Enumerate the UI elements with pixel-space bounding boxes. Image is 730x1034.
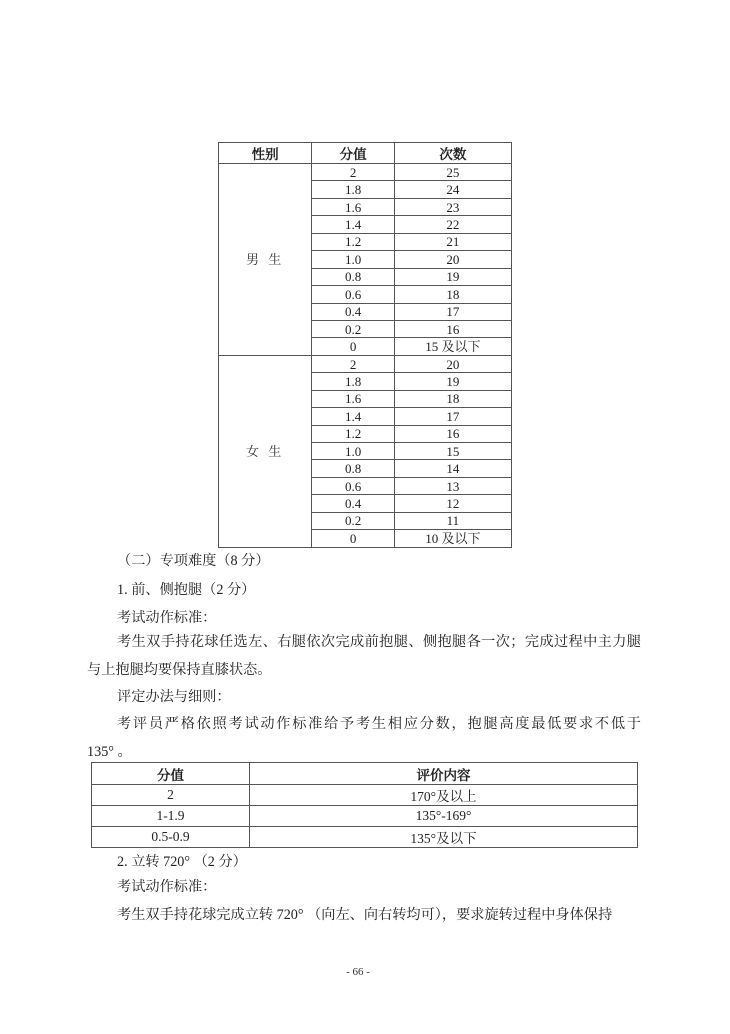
item1-rules-label: 评定办法与细则： (117, 689, 231, 705)
count-cell: 19 (394, 268, 511, 285)
table-row (219, 355, 512, 372)
item2-title: 2. 立转 720° （2 分） (117, 854, 247, 870)
score-cell: 1.0 (312, 443, 394, 460)
score-table-by-gender (218, 142, 512, 548)
score-cell: 1.4 (312, 216, 394, 233)
count-cell: 13 (394, 477, 511, 494)
item1-standard-text-line1: 考生双手持花球任选左、右腿依次完成前抱腿、侧抱腿各一次；完成过程中主力腿 (117, 634, 641, 650)
score-cell: 0.4 (312, 303, 394, 320)
table-row (219, 164, 512, 181)
score-cell: 0.6 (312, 477, 394, 494)
count-cell: 17 (394, 303, 511, 320)
item1-standard-label: 考试动作标准： (117, 610, 217, 626)
count-cell: 11 (394, 512, 511, 529)
header-score: 分值 (92, 763, 250, 785)
count-cell: 22 (394, 216, 511, 233)
score-cell: 2 (92, 785, 250, 806)
score-cell: 1.8 (312, 181, 394, 198)
score-cell: 0.6 (312, 286, 394, 303)
leg-hold-score-table (91, 762, 638, 848)
score-cell: 0.8 (312, 268, 394, 285)
table-row (92, 827, 638, 848)
score-cell: 1.8 (312, 373, 394, 390)
header-gender: 性别 (219, 143, 312, 164)
item2-standard-text-line1: 考生双手持花球完成立转 720° （向左、向右转均可），要求旋转过程中身体保持 (117, 907, 613, 923)
score-cell: 0.2 (312, 512, 394, 529)
score-cell: 0.2 (312, 320, 394, 337)
header-evaluation: 评价内容 (250, 763, 638, 785)
count-cell: 16 (394, 320, 511, 337)
score-table-body (219, 164, 512, 548)
count-cell: 17 (394, 408, 511, 425)
score-cell: 1.0 (312, 251, 394, 268)
evaluation-cell: 135°-169° (250, 806, 638, 827)
score-cell: 1-1.9 (92, 806, 250, 827)
score-cell: 1.6 (312, 390, 394, 407)
count-cell: 15 及以下 (394, 338, 511, 355)
count-cell: 20 (394, 355, 511, 372)
header-count: 次数 (394, 143, 511, 164)
count-cell: 12 (394, 495, 511, 512)
count-cell: 18 (394, 390, 511, 407)
count-cell: 14 (394, 460, 511, 477)
table-row (92, 806, 638, 827)
count-cell: 20 (394, 251, 511, 268)
evaluation-cell: 135°及以下 (250, 827, 638, 848)
gender-cell: 男 生 (219, 164, 312, 356)
count-cell: 23 (394, 198, 511, 215)
score-cell: 0.8 (312, 460, 394, 477)
item1-rules-text-line1: 考评员严格依照考试动作标准给予考生相应分数，抱腿高度最低要求不低于 (117, 716, 641, 732)
score-cell: 0 (312, 338, 394, 355)
count-cell: 16 (394, 425, 511, 442)
score-cell: 1.2 (312, 233, 394, 250)
score-cell: 1.2 (312, 425, 394, 442)
count-cell: 21 (394, 233, 511, 250)
item1-title: 1. 前、侧抱腿（2 分） (117, 582, 256, 598)
gender-cell: 女 生 (219, 355, 312, 547)
page-number: - 66 - (346, 966, 370, 978)
count-cell: 18 (394, 286, 511, 303)
table-header-row (92, 763, 638, 785)
header-score: 分值 (312, 143, 394, 164)
count-cell: 25 (394, 164, 511, 181)
score-cell: 0.5-0.9 (92, 827, 250, 848)
table-header-row (219, 143, 512, 164)
count-cell: 19 (394, 373, 511, 390)
score-cell: 0.4 (312, 495, 394, 512)
score-cell: 2 (312, 164, 394, 181)
score-cell: 1.6 (312, 198, 394, 215)
item2-standard-label: 考试动作标准： (117, 879, 217, 895)
evaluation-cell: 170°及以上 (250, 785, 638, 806)
score-cell: 1.4 (312, 408, 394, 425)
count-cell: 10 及以下 (394, 530, 511, 547)
count-cell: 24 (394, 181, 511, 198)
score-cell: 0 (312, 530, 394, 547)
item1-rules-text-line2: 135° 。 (87, 744, 132, 760)
table-row (92, 785, 638, 806)
section-heading: （二）专项难度（8 分） (117, 553, 270, 569)
count-cell: 15 (394, 443, 511, 460)
item1-standard-text-line2: 与上抱腿均要保持直膝状态。 (87, 662, 272, 678)
score-cell: 2 (312, 355, 394, 372)
